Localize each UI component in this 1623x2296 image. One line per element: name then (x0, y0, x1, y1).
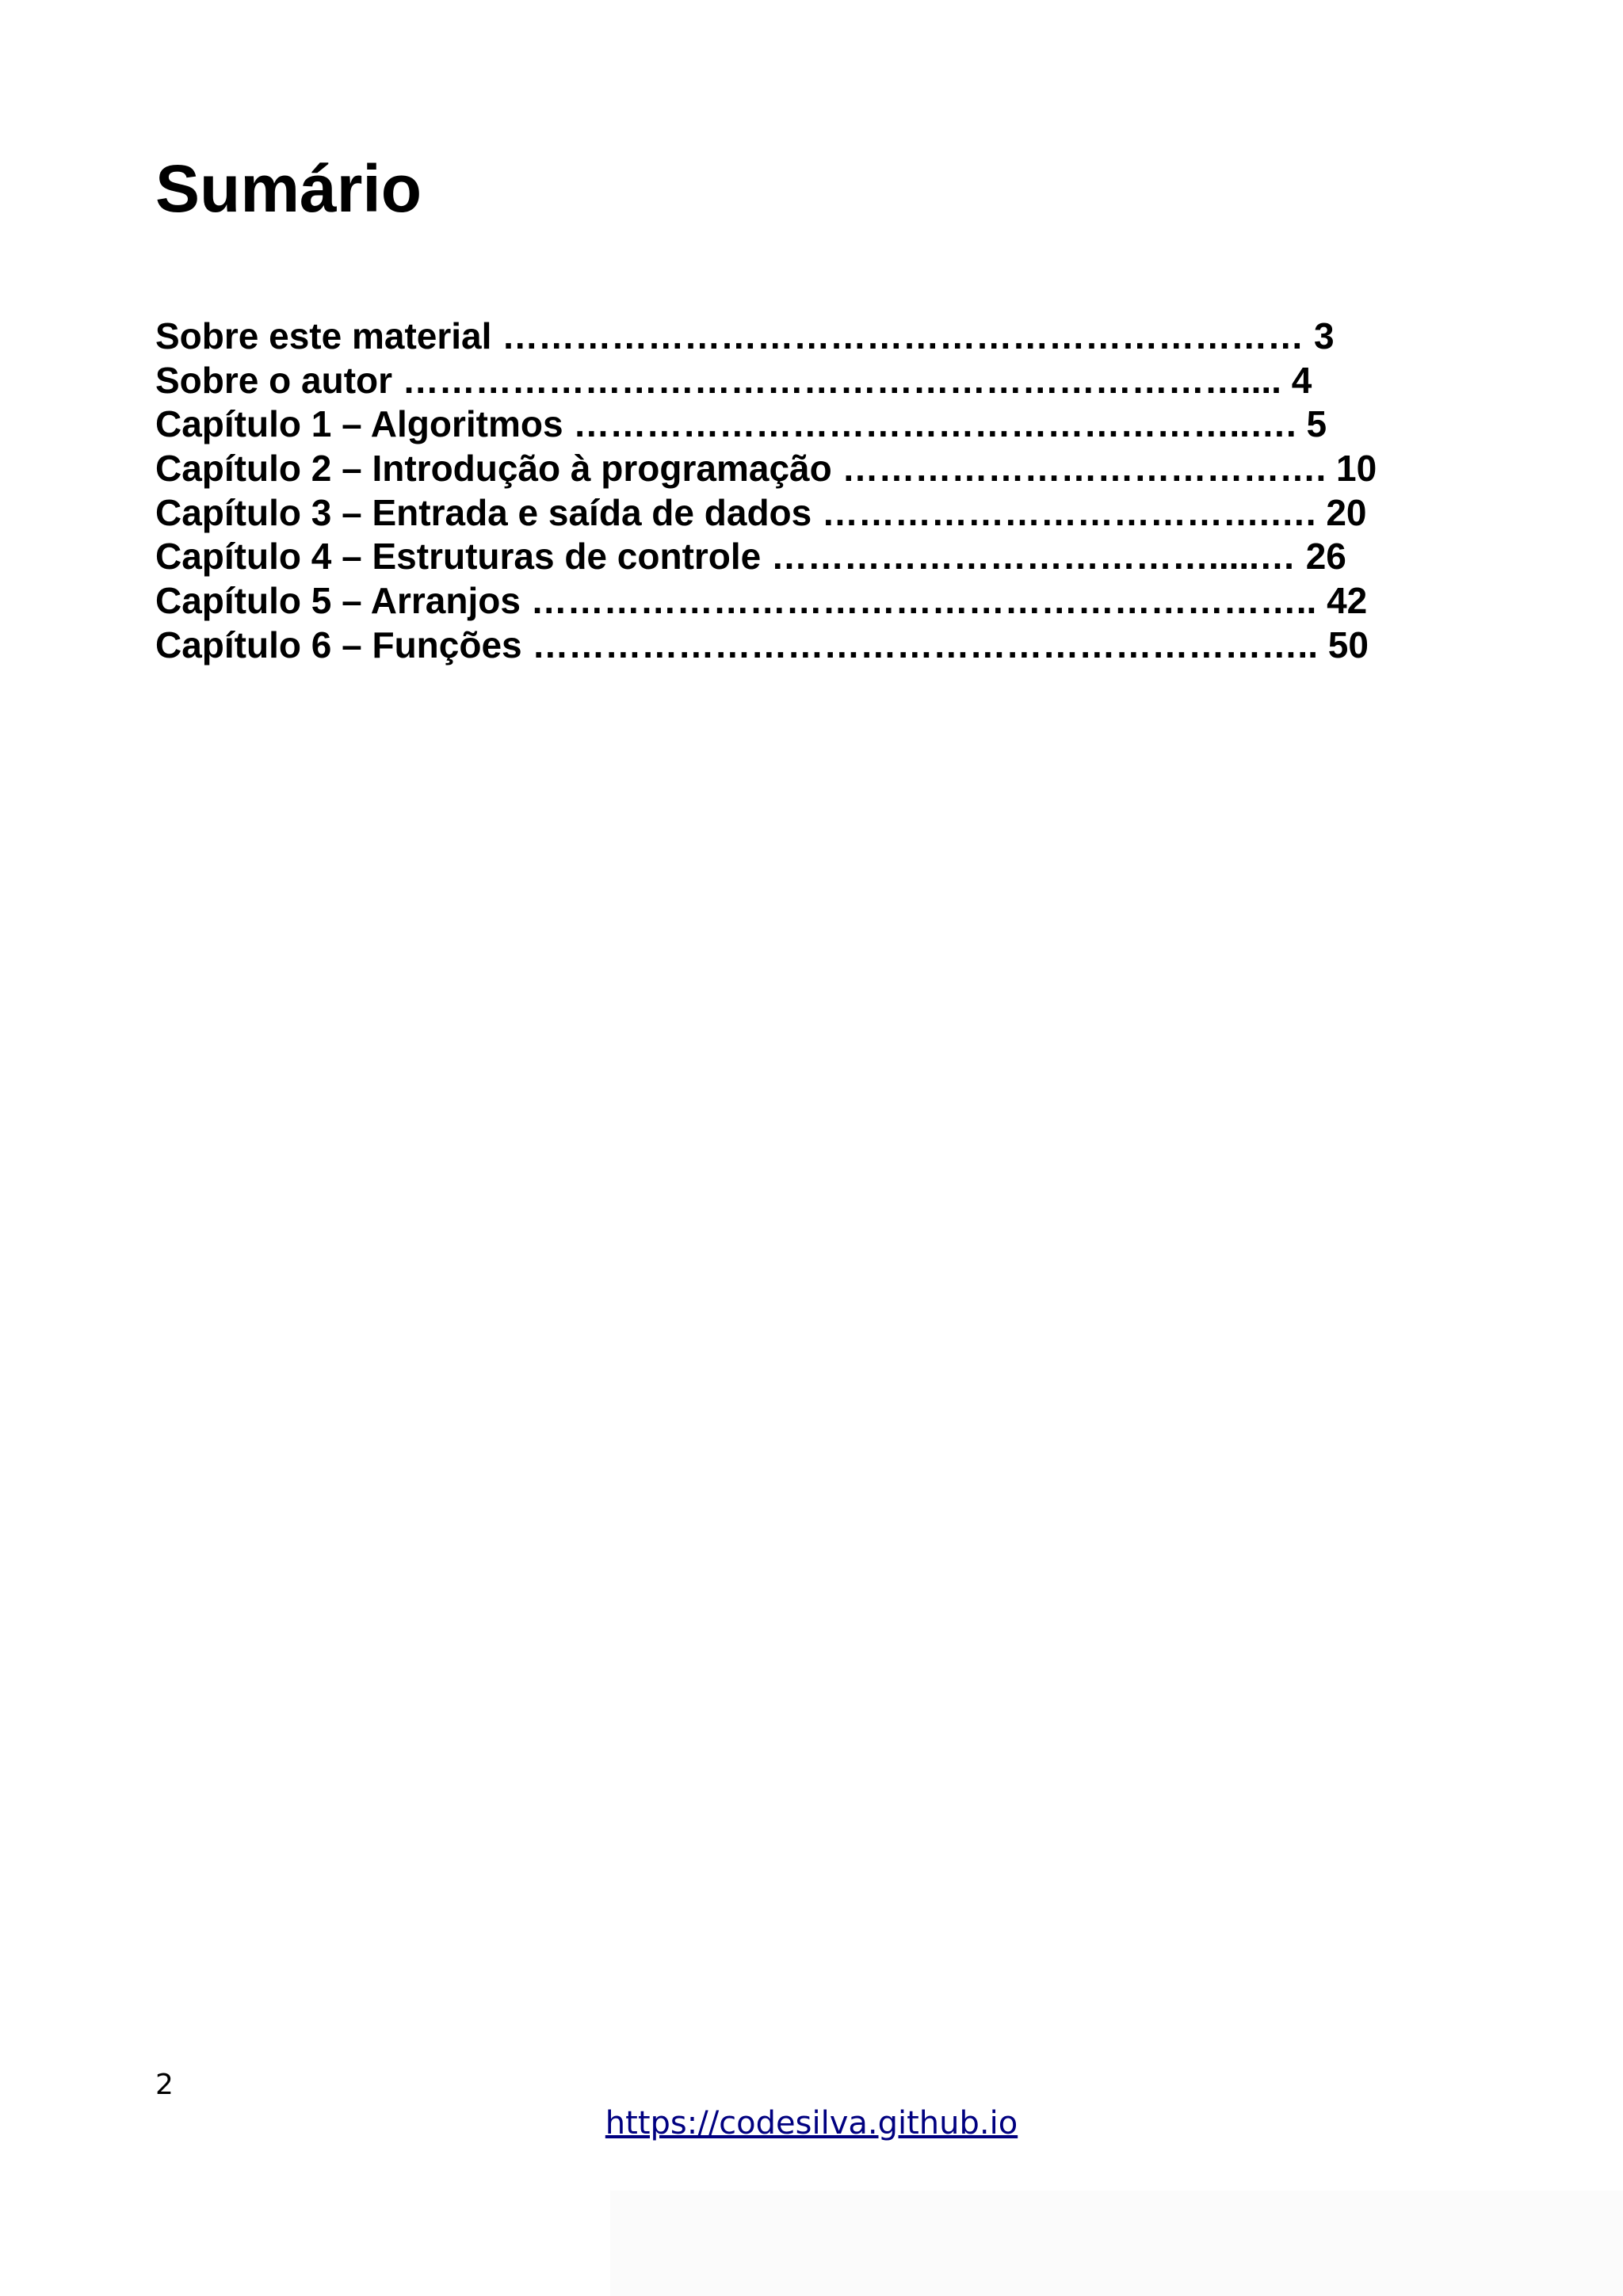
page-title: Sumário (155, 151, 422, 226)
toc-entry-capitulo-2[interactable]: Capítulo 2 – Introdução à programação …………………………………. 10 (155, 448, 1377, 490)
footer (0, 2105, 1623, 2142)
table-of-contents (155, 315, 1487, 668)
toc-entry-capitulo-6[interactable]: Capítulo 6 – Funções ……………………………………………………….. 50 (155, 624, 1369, 666)
toc-entry-capitulo-4[interactable]: Capítulo 4 – Estruturas de controle ……………………………….....… 26 (155, 536, 1346, 578)
footer-link[interactable]: https://codesilva.github.io (605, 2105, 1018, 2142)
page-number: 2 (155, 2069, 174, 2101)
toc-entry-capitulo-3[interactable]: Capítulo 3 – Entrada e saída de dados ……………………………….…. 20 (155, 491, 1367, 533)
toc-entry-sobre-o-autor[interactable]: Sobre o autor …………………………………………………………….... 4 (155, 359, 1312, 401)
footer-shade (610, 2191, 1623, 2296)
toc-entry-sobre-este-material[interactable]: Sobre este material ………………………………………………………… 3 (155, 315, 1335, 357)
toc-entry-capitulo-1[interactable]: Capítulo 1 – Algoritmos ………………………………………………..…. 5 (155, 403, 1327, 445)
toc-entry-capitulo-5[interactable]: Capítulo 5 – Arranjos ……………………………………………………….. 42 (155, 580, 1368, 622)
